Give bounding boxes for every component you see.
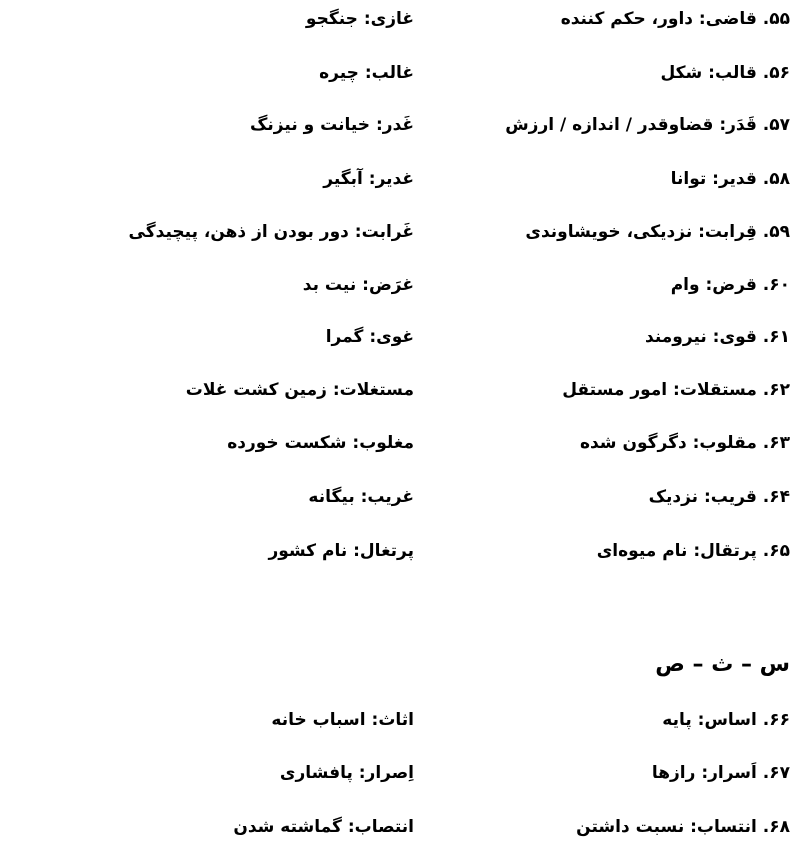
vocab-pair: غالب: چیره <box>319 63 414 83</box>
vocab-term: ۶۲. مستقلات: امور مستقل <box>562 380 790 400</box>
vocab-row <box>0 110 812 140</box>
vocab-pair: غدیر: آبگیر <box>323 169 414 189</box>
vocab-row <box>0 536 812 566</box>
vocab-pair: انتصاب: گماشته شدن <box>233 817 414 837</box>
vocab-term: ۶۰. قرض: وام <box>670 275 790 295</box>
vocab-term: ۶۷. اَسرار: رازها <box>651 763 790 783</box>
vocab-term: ۶۴. قریب: نزدیک <box>648 487 790 507</box>
vocab-term: ۵۹. قِرابت: نزدیکی، خویشاوندی <box>525 222 790 242</box>
vocab-row <box>0 812 812 842</box>
vocab-term: ۶۸. انتساب: نسبت داشتن <box>576 817 790 837</box>
vocab-row <box>0 322 812 352</box>
vocab-term: ۶۳. مقلوب: دگرگون شده <box>579 433 790 453</box>
vocab-pair: پرتغال: نام کشور <box>268 541 414 561</box>
vocab-row <box>0 428 812 458</box>
vocab-row <box>0 164 812 194</box>
vocab-pair: غازی: جنگجو <box>305 9 414 29</box>
vocab-term: ۵۶. قالب: شکل <box>660 63 790 83</box>
vocab-pair: اثاث: اسباب خانه <box>271 710 414 730</box>
vocab-row <box>0 4 812 34</box>
vocab-pair: مستغلات: زمین کشت غلات <box>185 380 414 400</box>
vocab-term: ۵۷. قَدَر: قضاوقدر / اندازه / ارزش <box>505 115 790 135</box>
vocab-row <box>0 758 812 788</box>
vocab-row <box>0 217 812 247</box>
vocab-pair: غرَض: نیت بد <box>302 275 414 295</box>
vocab-pair: غوی: گمرا <box>325 327 414 347</box>
vocab-pair: مغلوب: شکست خورده <box>227 433 414 453</box>
vocab-row <box>0 375 812 405</box>
vocab-term: ۵۸. قدیر: توانا <box>670 169 790 189</box>
vocab-pair: غَدر: خیانت و نیزنگ <box>250 115 414 135</box>
vocab-row <box>0 482 812 512</box>
vocab-row <box>0 705 812 735</box>
vocab-term: ۶۶. اساس: پایه <box>662 710 790 730</box>
vocab-term: ۶۱. قوی: نیرومند <box>645 327 790 347</box>
vocab-term: ۶۵. پرتقال: نام میوه‌ای <box>596 541 790 561</box>
vocab-pair: اِصرار: پافشاری <box>279 763 414 783</box>
vocab-pair: غَرابت: دور بودن از ذهن، پیچیدگی <box>128 222 414 242</box>
vocab-row <box>0 270 812 300</box>
vocab-pair: غریب: بیگانه <box>308 487 414 507</box>
section-heading: س – ث – ص <box>655 652 790 677</box>
vocab-term: ۵۵. قاضی: داور، حکم کننده <box>560 9 790 29</box>
vocab-row <box>0 58 812 88</box>
